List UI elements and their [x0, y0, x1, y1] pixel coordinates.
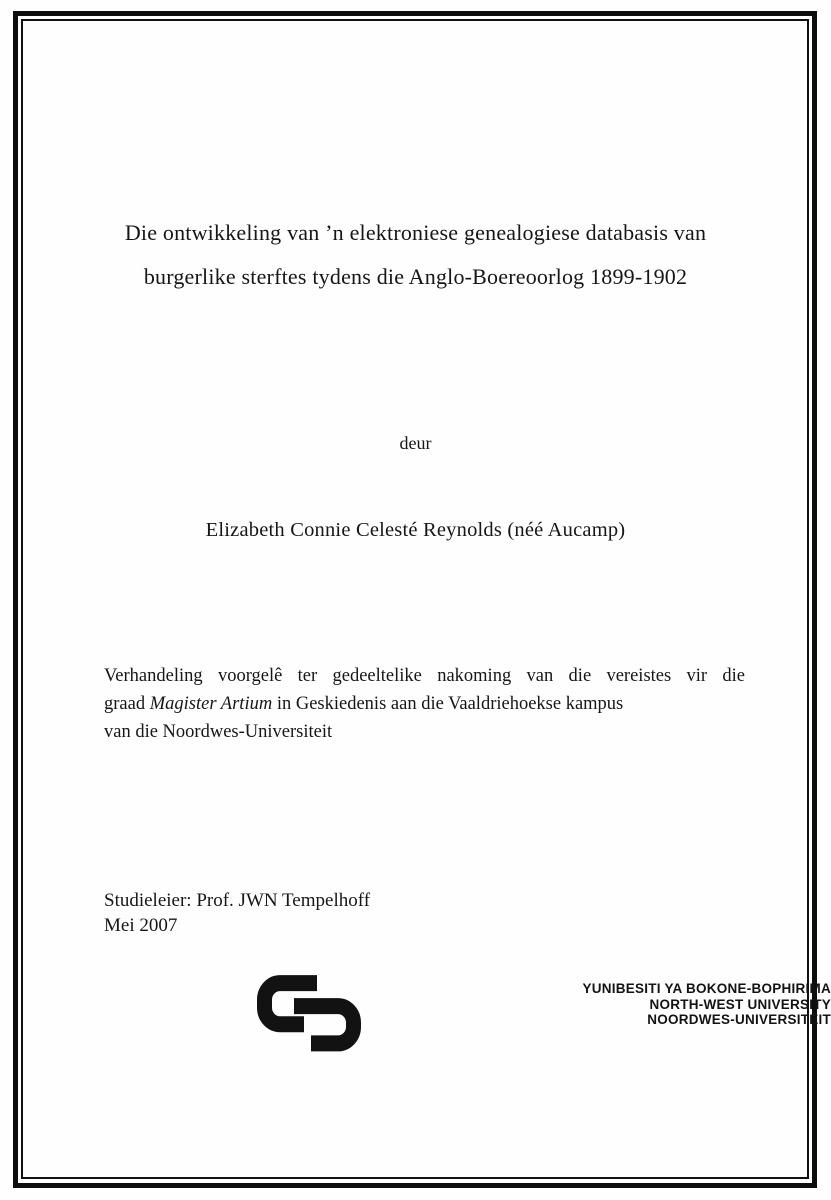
submission-line3: van die Noordwes-Universiteit — [104, 722, 333, 742]
thesis-title — [40, 211, 791, 299]
university-logo — [256, 972, 831, 1056]
supervisor-and-date — [104, 888, 370, 938]
date-line: Mei 2007 — [104, 915, 178, 936]
degree-name: Magister Artium — [149, 694, 273, 714]
university-name-english: NORTH-WEST UNIVERSITY — [649, 996, 831, 1012]
submission-line2-suffix: in Geskiedenis aan die Vaaldriehoekse kampus — [272, 694, 624, 714]
author-name: Elizabeth Connie Celesté Reynolds (néé Aucamp) — [205, 519, 626, 541]
byline-label: deur — [399, 433, 432, 453]
submission-line2 — [104, 690, 745, 718]
submission-statement — [104, 662, 745, 746]
submission-line2-prefix: graad — [104, 694, 150, 714]
supervisor-line: Studieleier: Prof. JWN Tempelhoff — [104, 890, 371, 911]
university-name-setswana: YUNIBESITI YA BOKONE-BOPHIRIMA — [582, 981, 831, 996]
thesis-title-line1: Die ontwikkeling van ’n elektroniese genealogiese databasis van — [124, 220, 707, 245]
submission-line1: Verhandeling voorgelê ter gedeeltelike nakoming van die vereistes vir die — [104, 666, 745, 686]
thesis-title-line2: burgerlike sterftes tydens die Anglo-Boereoorlog 1899-1902 — [143, 264, 688, 289]
university-name-afrikaans: NOORDWES-UNIVERSITEIT — [647, 1012, 831, 1027]
university-name-block — [316, 981, 831, 1028]
